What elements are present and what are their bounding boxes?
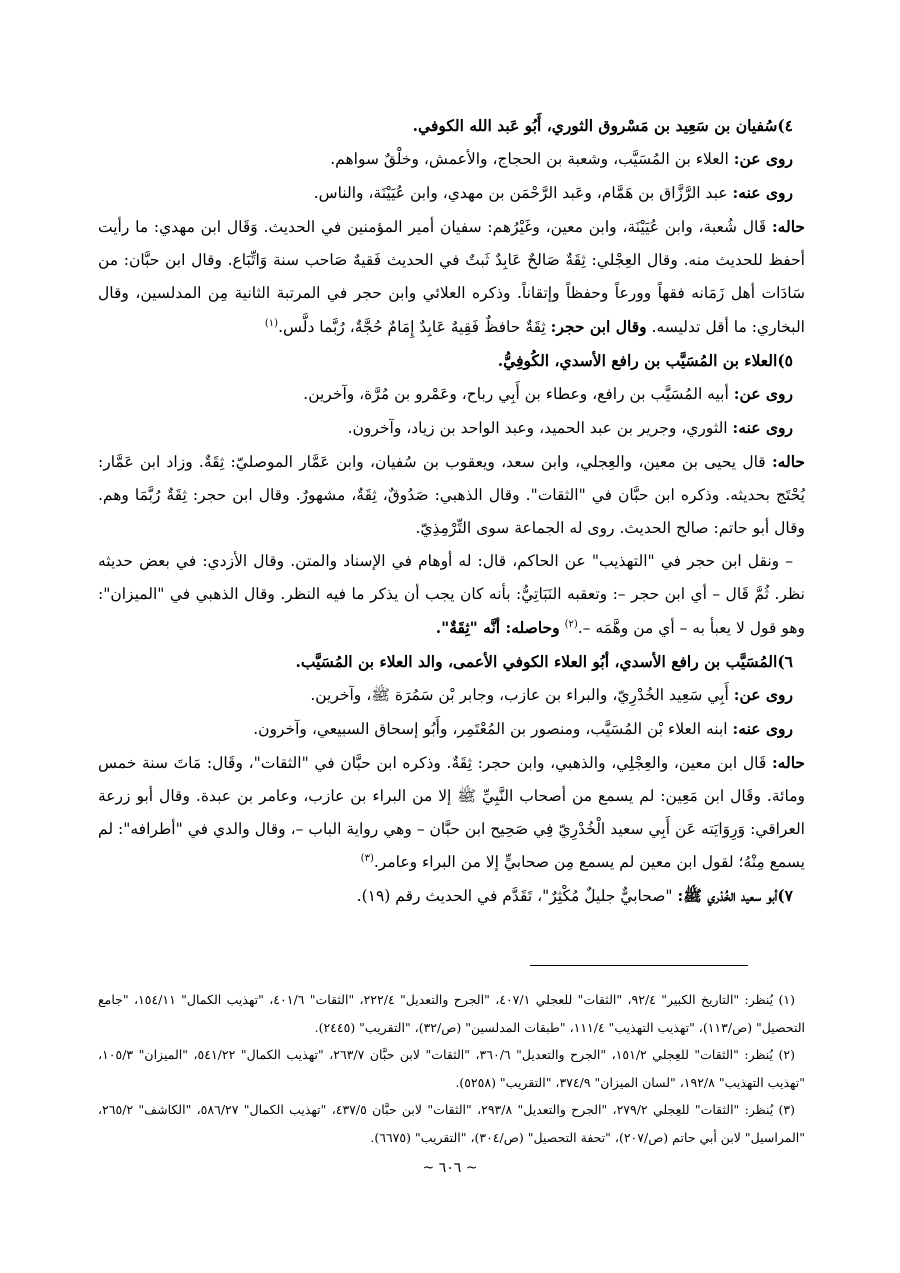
entry-number: ٦) [777,652,793,671]
narrated-from-text: أَبِي سَعِيد الخُدْرِيّ، والبراء بن عازب، وجابر بْن سَمُرَة ﷺ، وآخرين. [310,686,734,704]
entry-heading [98,109,805,142]
entry-heading [98,645,805,678]
footnote-ref[interactable]: (٣) [360,852,374,864]
narrated-from [98,377,805,411]
narrated-by [98,712,805,746]
narrated-from [98,678,805,712]
narrated-by-text: عبد الرَّزَّاق بن هَمَّام، وعَبد الرَّحْمَن بن مهدي، وابن عُيَيْنَة، والناس. [313,184,733,202]
narrated-from-text: العلاء بن المُسَيَّب، وشعبة بن الحجاج، والأعمش، وخلْقٌ سواهم. [330,150,734,168]
footnote-3: (٣) يُنظر: "الثقات" للعِجلي ٢٧٩/٢، "الجرح والتعديل" ٢٩٣/٨، "الثقات" لابن حبَّان ٤٣٧/٥، "تهذيب الكمال" ٥٨٦/٢٧، "الكاشف" ٢٦٥/٢، "المراسيل" لابن أبي حاتم (ص/٢٠٧)، "تحفة التحصيل" (ص/٣٠٤)، "التقريب" (٦٦٧٥). [98,1102,805,1145]
narrated-from [98,142,805,176]
narrated-by-text: الثوري، وجرير بن عبد الحميد، وعبد الواحد بن زياد، وآخرون. [347,419,733,437]
entry-title: سُفيان بن سَعِيد بن مَسْروق الثوري، أَبُو عَبد الله الكوفي. [412,116,778,135]
status-text: قَال شُعبة، وابن عُيَيْنَة، وابن معين، وغَيْرُهم: سفيان أمير المؤمنين في الحديث. وَقَال ابن مهدي: ما رأيت أحفظ للحديث منه. وقال العِجْلي: ثِقَةٌ صَالحٌ عَابِدٌ ثَبتٌ في الحديث فَقيهٌ صَاحب سنة وَاتِّبَاع. وقال ابن حبَّان: من سَادَات أهل زَمَانه فقهاً وورعاً وحفظاً وإتقاناً. وذكره العلائي وابن حجر في المرتبة الثانية مِن المدلسين، وقال البخاري: ما أقل تدليسه. [98,218,805,336]
status-text-end: ثِقَةٌ حافظٌ فَقِيهٌ عَابِدٌ إِمَامٌ حُجَّةٌ، رُبَّما دلَّس. [278,318,551,336]
footnotes [98,986,805,1151]
footnote-1: (١) يُنظر: "التاريخ الكبير" ٩٢/٤، "الثقات" للعجلي ٤٠٧/١، "الجرح والتعديل" ٢٢٢/٤، "الثقات" ٤٠١/٦، "تهذيب الكمال" ١٥٤/١١، "جامع التحصيل" (ص/١١٣)، "تهذيب التهذيب" ١١١/٤، "طبقات المدلسين" (ص/٣٢)، "التقريب" (٢٤٤٥). [98,992,805,1035]
entry-heading [98,879,805,913]
narrated-by [98,411,805,445]
status-paragraph [98,746,805,879]
entry-title: أبو سعيد الخُدْري ﷺ: [677,886,778,905]
footnote-2: (٢) يُنظر: "الثقات" للعِجلي ١٥١/٢، "الجرح والتعديل" ٣٦٠/٦، "الثقات" لابن حبَّان ٢٦٣/٧، "تهذيب الكمال" ٥٤١/٢٢، "الميزان" ١٠٥/٣، "تهذيب التهذيب" ١٩٢/٨، "لسان الميزان" ٣٧٤/٩، "التقريب" (٥٢٥٨). [98,1047,805,1090]
footnote-ref[interactable]: (٢) [564,618,578,630]
status-text: قال يحيى بن معين، والعِجلي، وابن سعد، ويعقوب بن سُفيان، وابن عَمَّار الموصليّ: ثِقَةٌ. وزاد ابن عَمَّار: يُحْتَج بحديثه. وذكره ابن حبَّان في "الثقات". وقال الذهبي: صَدُوقٌ، ثِقَةٌ، مشهورٌ. وقال ابن حجر: ثِقَةٌ رُبَّمَا وهم. وقال أبو حاتم: صالح الحديث. روى له الجماعة سوى التِّرْمِذِيّ. [98,453,805,537]
ibn-hajar-label: وقال ابن حجر: [550,317,647,336]
status-paragraph [98,445,805,545]
entry-number: ٧) [777,886,793,905]
entry-title: المُسَيَّب بن رافع الأسدي، أبُو العلاء الكوفي الأعمى، والد العلاء بن المُسَيَّب. [295,652,778,671]
conclusion-label: وحاصله: [505,618,560,637]
main-text [98,109,805,913]
conclusion-text: أنَّه "ثِقَةٌ". [435,618,506,637]
narrated-from-label: روى عن: [733,149,793,168]
status-label: حاله: [771,452,805,471]
status-label: حاله: [771,217,805,236]
narrated-from-label: روى عن: [733,685,793,704]
entry-heading [98,344,805,377]
narrated-by-label: روى عنه: [732,719,793,738]
page-number: ~ ٦٠٦ ~ [422,1160,478,1176]
narrated-from-text: أبيه المُسَيَّب بن رافع، وعطاء بن أَبِي رباح، وعَمْرو بن مُرَّة، وآخرين. [303,385,734,403]
entry-number: ٥) [777,351,793,370]
footnote-ref[interactable]: (١) [264,317,279,329]
status-label: حاله: [771,753,805,772]
narrated-from-label: روى عن: [733,384,793,403]
narrated-by-label: روى عنه: [732,183,793,202]
status-paragraph [98,210,805,344]
entry-number: ٤) [777,116,793,135]
entry-title: العلاء بن المُسَيَّب بن رافع الأسدي، الكُوفِيُّ. [497,351,778,370]
footnote-separator [530,965,748,966]
extra-paragraph [98,545,805,645]
extra-text: – ونقل ابن حجر في "التهذيب" عن الحاكم، قال: له أوهام في الإسناد والمتن. وقال الأزدي: في بعض حديثه نظر. ثُمَّ قَال – أي ابن حجر –: وتعقبه النَبَاتِيُّ: بأنه كان يجب أن يذكر ما فيه النظر. وقال الذهبي في "الميزان": وهو قول لا يعبأ به – أي من وهَّمَه –. [98,552,805,637]
entry-rest: "صحابيٌّ جليلٌ مُكْثِرٌ"، تَقَدَّم في الحديث رقم (١٩). [356,887,678,905]
narrated-by-label: روى عنه: [732,418,793,437]
status-text: قَال ابن معين، والعِجْلِي، والذهبي، وابن حجر: ثِقَةٌ. وذكره ابن حبَّان في "الثقات"، وقَال: مَاتَ سنة خمس ومائة. وقَال ابن مَعِين: لم يسمع من أصحاب النَّبِيِّ ﷺ إلا من البراء بن عازب، وعامر بن عبدة. وقال أبو زرعة العراقي: وَرِوَايَته عَن أَبِي سعيد الْخُدْرِيّ فِي صَحِيح ابن حبَّان – وهي رواية الباب –، وقال والدي في "أطرافه": لم يسمع مِنْهُ؛ لقول ابن معين لم يسمع مِن صحابيٍّ إلا من البراء وعامر. [98,754,805,871]
narrated-by [98,176,805,210]
narrated-by-text: ابنه العلاء بْن المُسَيَّب، ومنصور بن المُعْتَمِر، وأَبُو إسحاق السبيعي، وآخرون. [253,720,733,738]
